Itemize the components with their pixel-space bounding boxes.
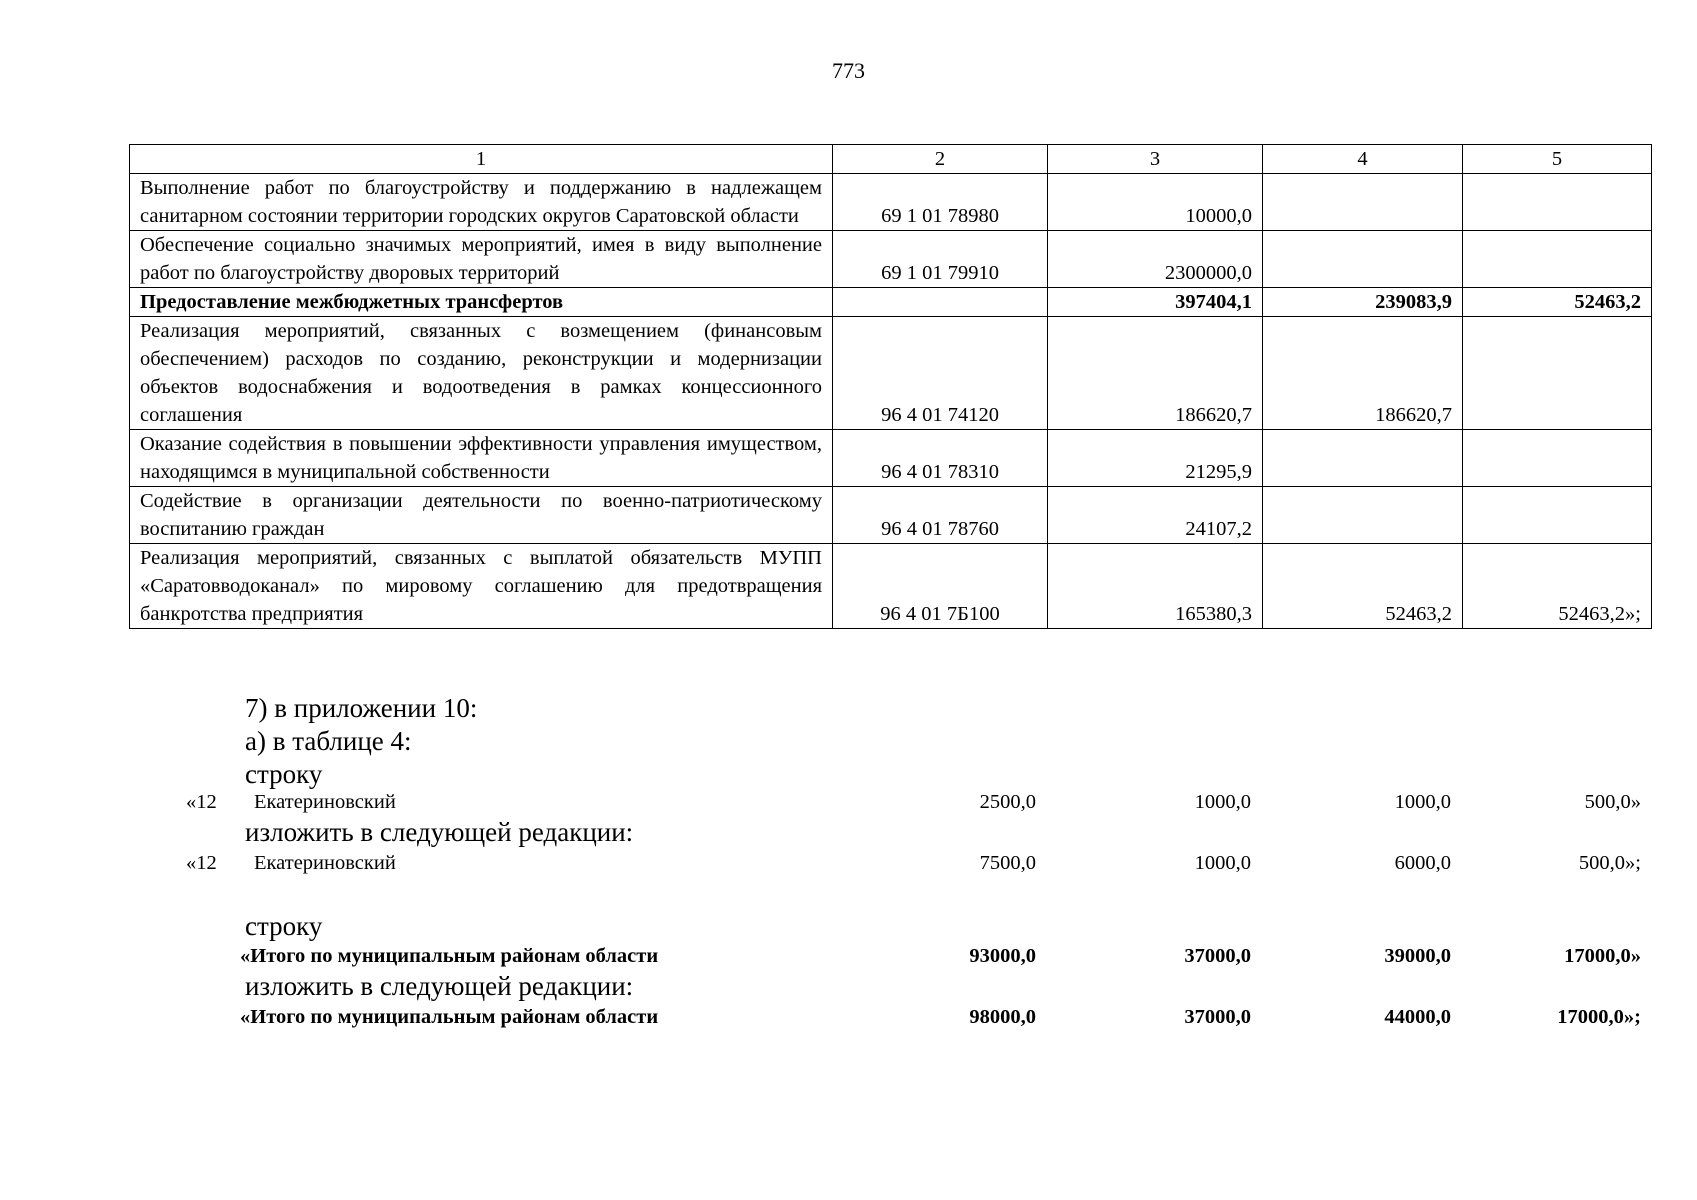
- row-value-4: 186620,7: [1263, 317, 1463, 430]
- row-value-4: 239083,9: [1263, 288, 1463, 317]
- table-row: [130, 174, 1652, 231]
- new-row-total: [0, 1003, 1697, 1031]
- row-code: 96 4 01 78310: [833, 430, 1048, 487]
- row-value-3: 186620,7: [1048, 317, 1263, 430]
- row-value-3: 10000,0: [1048, 174, 1263, 231]
- page-number: 773: [832, 58, 865, 83]
- table-row: [130, 317, 1652, 430]
- value-4: 17000,0»;: [1557, 1006, 1641, 1028]
- row-number: «12: [186, 852, 217, 874]
- row-name: «Итого по муниципальным районам области: [240, 1006, 659, 1028]
- row-value-5: [1463, 174, 1652, 231]
- row-code: 96 4 01 78760: [833, 487, 1048, 544]
- table-row: [130, 487, 1652, 544]
- row-value-3: 21295,9: [1048, 430, 1263, 487]
- budget-table: [129, 144, 1652, 629]
- new-row-ekaterinovsky: [0, 849, 1697, 877]
- amendment-line-row-2: строку: [245, 911, 323, 941]
- row-description: Содействие в организации деятельности по военно-патриотическому воспитанию граждан: [130, 487, 833, 544]
- amendment-line-row: строку: [245, 759, 323, 789]
- row-description: Предоставление межбюджетных трансфертов: [130, 288, 833, 317]
- row-value-4: [1263, 174, 1463, 231]
- row-value-5: [1463, 231, 1652, 288]
- row-description: Выполнение работ по благоустройству и поддержанию в надлежащем санитарном состоянии территории городских округов Саратовской области: [130, 174, 833, 231]
- header-cell: 4: [1263, 145, 1463, 174]
- row-value-4: [1263, 487, 1463, 544]
- row-code: [833, 288, 1048, 317]
- row-name: Екатериновский: [254, 791, 396, 813]
- row-value-5: [1463, 487, 1652, 544]
- row-description: Обеспечение социально значимых мероприятий, имея в виду выполнение работ по благоустройству дворовых территорий: [130, 231, 833, 288]
- row-value-4: 52463,2: [1263, 544, 1463, 629]
- row-code: 96 4 01 7Б100: [833, 544, 1048, 629]
- row-description: Оказание содействия в повышении эффективности управления имуществом, находящимся в муниципальной собственности: [130, 430, 833, 487]
- row-value-3: 397404,1: [1048, 288, 1263, 317]
- row-code: 69 1 01 79910: [833, 231, 1048, 288]
- amendment-line-replace: изложить в следующей редакции:: [245, 817, 634, 847]
- row-name: Екатериновский: [254, 852, 396, 874]
- row-value-5: [1463, 430, 1652, 487]
- value-3: 6000,0: [1394, 852, 1451, 874]
- old-row-ekaterinovsky: [0, 788, 1697, 816]
- value-1: 7500,0: [979, 852, 1036, 874]
- row-description: Реализация мероприятий, связанных с возмещением (финансовым обеспечением) расходов по созданию, реконструкции и модернизации объектов водоснабжения и водоотведения в рамках концессионного соглашения: [130, 317, 833, 430]
- row-number: «12: [186, 791, 217, 813]
- table-row-total: [130, 288, 1652, 317]
- old-row-total: [0, 942, 1697, 970]
- amendment-subitem-a: а) в таблице 4:: [245, 726, 412, 756]
- row-value-5: 52463,2: [1463, 288, 1652, 317]
- row-description: Реализация мероприятий, связанных с выплатой обязательств МУПП «Саратовводоканал» по мировому соглашению для предотвращения банкротства предприятия: [130, 544, 833, 629]
- value-4: 17000,0»: [1564, 945, 1641, 967]
- row-name: «Итого по муниципальным районам области: [240, 945, 659, 967]
- value-4: 500,0»;: [1578, 852, 1641, 874]
- value-3: 39000,0: [1384, 945, 1451, 967]
- amendment-item-7: 7) в приложении 10:: [245, 693, 478, 723]
- value-3: 44000,0: [1384, 1006, 1451, 1028]
- value-3: 1000,0: [1394, 791, 1451, 813]
- row-value-3: 24107,2: [1048, 487, 1263, 544]
- table-row: [130, 544, 1652, 629]
- row-code: 96 4 01 74120: [833, 317, 1048, 430]
- header-cell: 5: [1463, 145, 1652, 174]
- table-header-row: [130, 145, 1652, 174]
- row-value-3: 165380,3: [1048, 544, 1263, 629]
- value-2: 1000,0: [1194, 791, 1251, 813]
- row-value-4: [1263, 231, 1463, 288]
- row-value-5: [1463, 317, 1652, 430]
- value-4: 500,0»: [1584, 791, 1641, 813]
- value-1: 98000,0: [969, 1006, 1036, 1028]
- value-2: 37000,0: [1184, 1006, 1251, 1028]
- value-2: 37000,0: [1184, 945, 1251, 967]
- table-row: [130, 231, 1652, 288]
- header-cell: 1: [130, 145, 833, 174]
- row-value-4: [1263, 430, 1463, 487]
- value-2: 1000,0: [1194, 852, 1251, 874]
- table-row: [130, 430, 1652, 487]
- value-1: 93000,0: [969, 945, 1036, 967]
- row-code: 69 1 01 78980: [833, 174, 1048, 231]
- row-value-5: 52463,2»;: [1463, 544, 1652, 629]
- row-value-3: 2300000,0: [1048, 231, 1263, 288]
- header-cell: 2: [833, 145, 1048, 174]
- header-cell: 3: [1048, 145, 1263, 174]
- value-1: 2500,0: [979, 791, 1036, 813]
- amendment-line-replace-2: изложить в следующей редакции:: [245, 971, 634, 1001]
